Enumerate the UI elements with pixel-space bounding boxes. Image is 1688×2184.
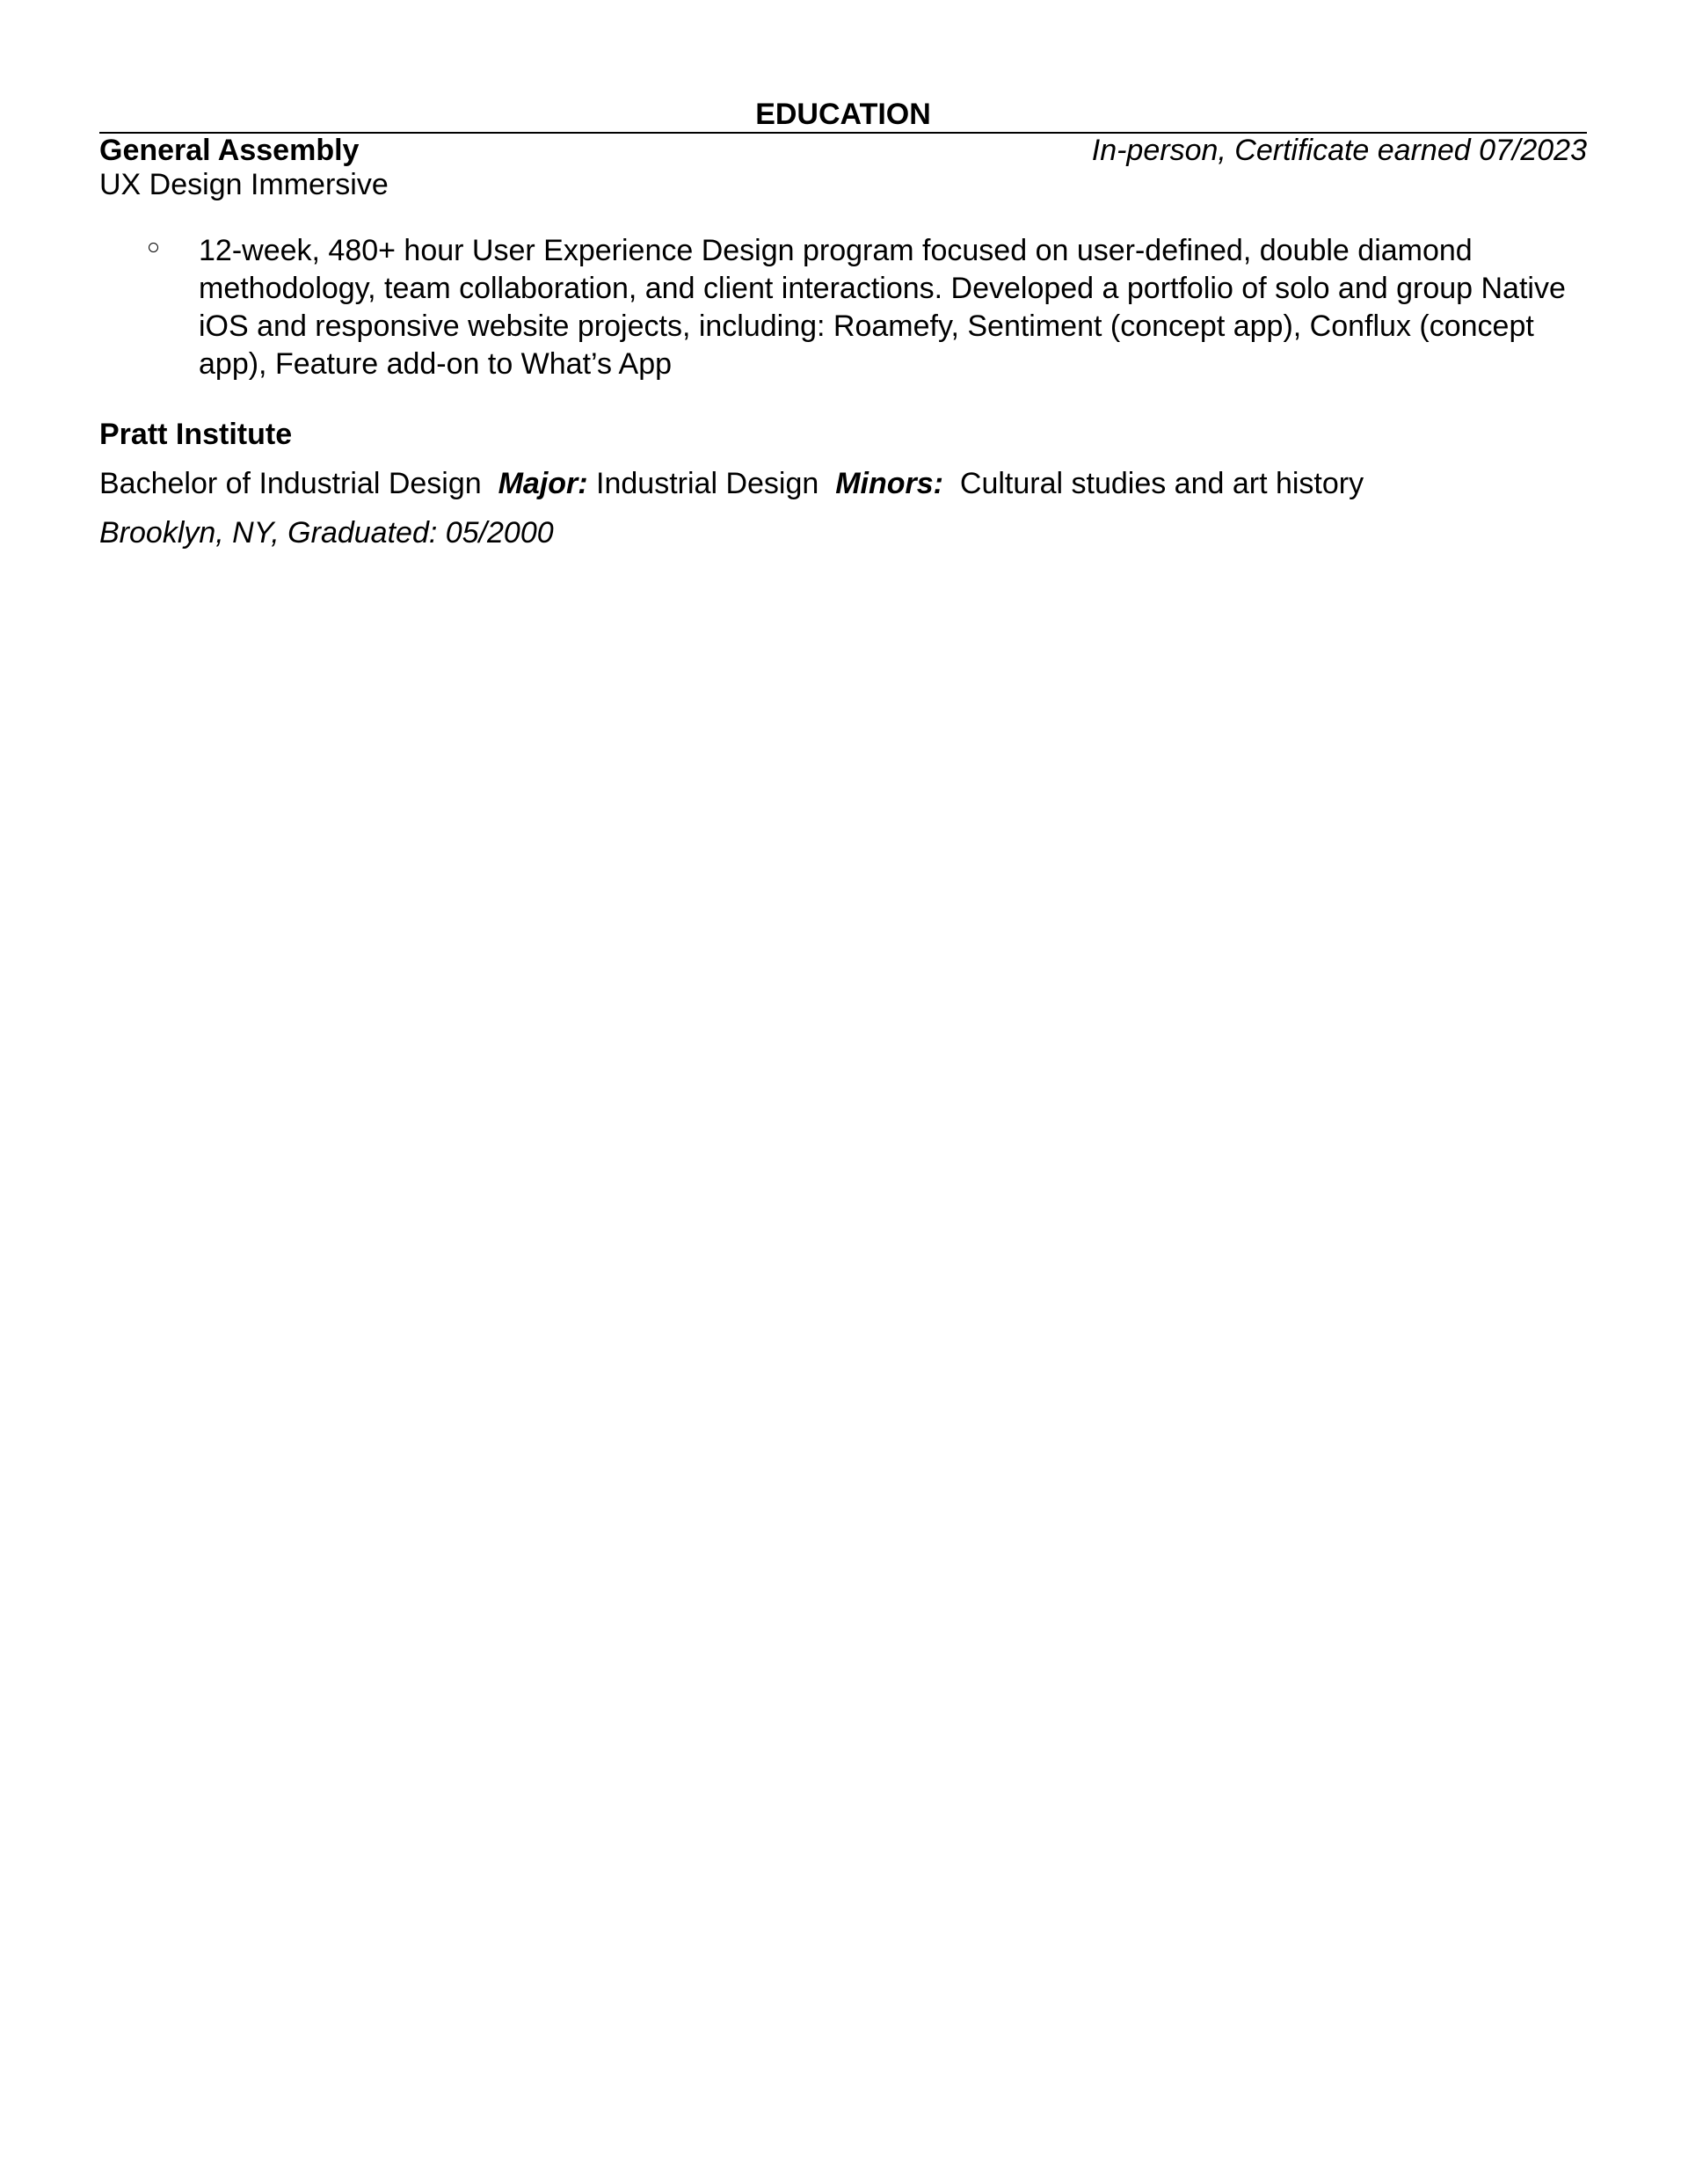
- bullet-list: [99, 232, 1587, 383]
- degree-name: Bachelor of Industrial Design: [99, 467, 482, 500]
- bullet-text-line: iOS and responsive website projects, including: Roamefy, Sentiment (concept app), Conflux (concept: [199, 309, 1534, 343]
- entry-header-general-assembly: [99, 132, 1587, 169]
- section-heading-education: EDUCATION: [755, 98, 931, 131]
- school-name: Pratt Institute: [99, 418, 293, 451]
- bullet-text-line: app), Feature add-on to What’s App: [199, 347, 673, 381]
- school-name: General Assembly: [99, 134, 360, 167]
- school-meta: In-person, Certificate earned 07/2023: [1091, 134, 1587, 167]
- major-label: Major:: [498, 467, 588, 500]
- list-item: [99, 232, 1587, 383]
- minors-value: Cultural studies and art history: [959, 467, 1364, 500]
- bullet-text-line: 12-week, 480+ hour User Experience Design program focused on user-defined, double diamond: [199, 234, 1473, 267]
- bullet-text-line: methodology, team collaboration, and client interactions. Developed a portfolio of solo and group Native: [199, 272, 1566, 305]
- hollow-circle-bullet-icon: [149, 243, 158, 252]
- program-title: UX Design Immersive: [99, 168, 389, 201]
- location-graduation: Brooklyn, NY, Graduated: 05/2000: [99, 516, 554, 550]
- major-value: Industrial Design: [596, 467, 819, 500]
- minors-label: Minors:: [835, 467, 943, 500]
- degree-line: [99, 465, 1364, 502]
